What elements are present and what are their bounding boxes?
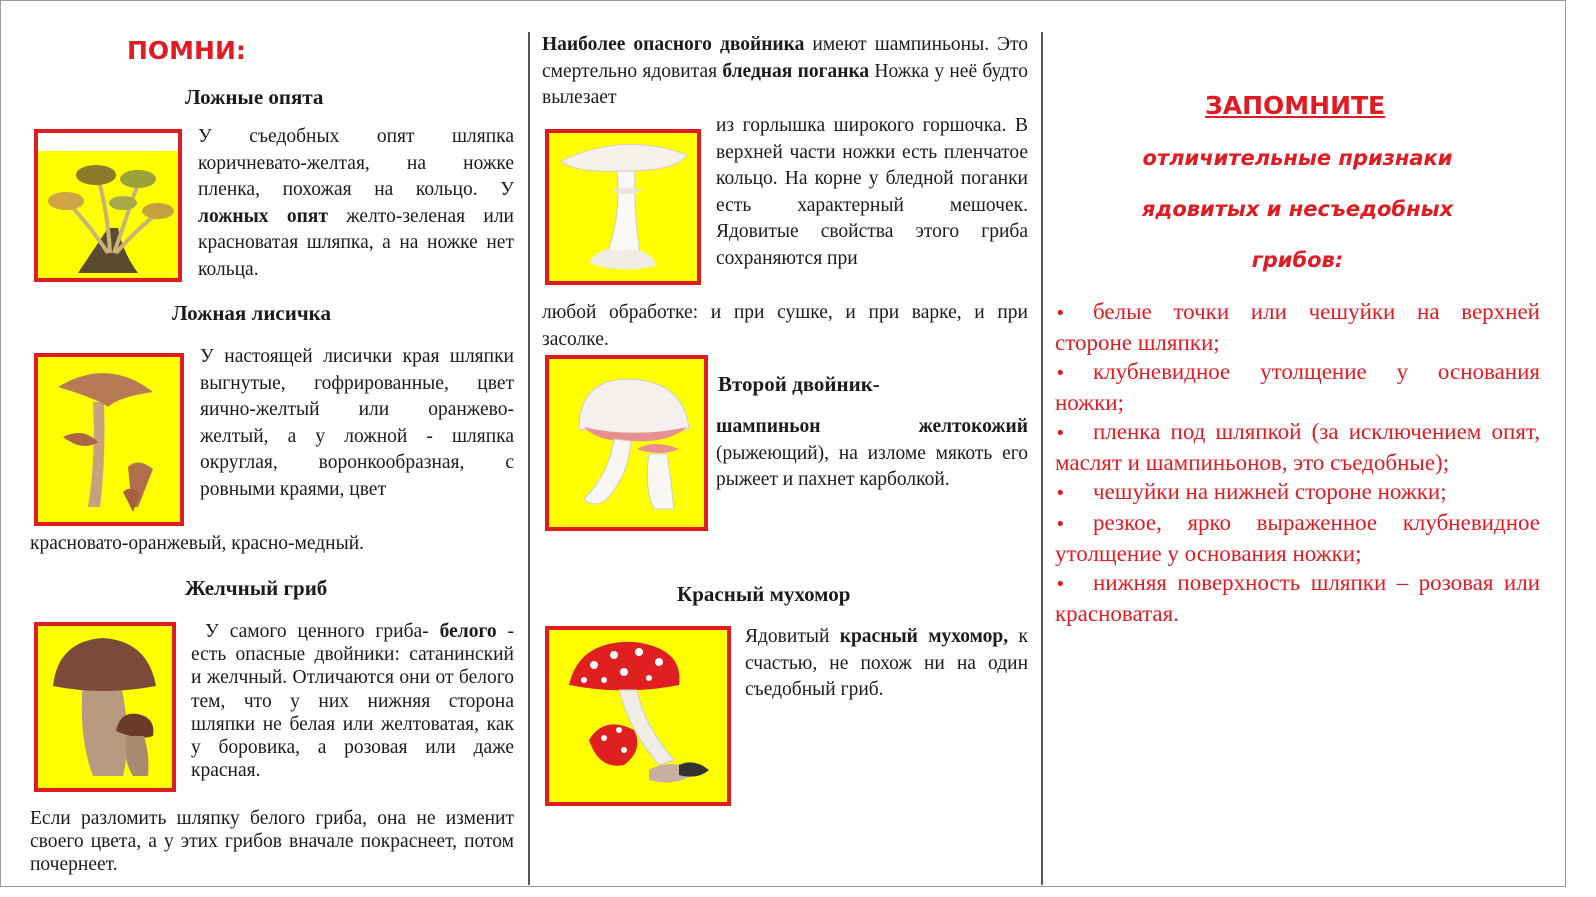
false-honey-fungus-illustration (38, 133, 178, 278)
death-cap-text-tail: любой обработке: и при сушке, и при варке, и при засолке. (542, 302, 1028, 350)
list-item: • нижняя поверхность шляпки – розовая или красноватая. (1055, 570, 1540, 626)
bullet-icon: • (1055, 363, 1066, 384)
column-divider-1 (528, 32, 530, 885)
death-cap-image (545, 129, 701, 285)
false-chanterelle-illustration (38, 357, 180, 522)
false-chanterelle-text: У настоящей лисички края шляпки выгнутые, гофрированные, цвет яично-желтый или оранжево-желтый, а у ложной - шляпка округлая, воронкообразная, с ровными краями, цвет (200, 346, 514, 500)
subtitle-line-3: грибов: (1251, 248, 1344, 272)
list-item: • белые точки или чешуйки на верхней стороне шляпки; (1055, 299, 1540, 355)
false-honey-fungus-image (34, 129, 182, 282)
bullet-icon: • (1055, 303, 1066, 324)
death-cap-text: из горлышка широкого горшочка. В верхней части ножки есть пленчатое кольцо. На корне у бледной поганки есть характерный мешочек. Ядовитые свойства этого гриба сохраняются при (716, 115, 1028, 269)
false-chanterelle-image (34, 353, 184, 526)
bitter-bolete-illustration (38, 626, 172, 788)
fly-agaric-illustration (549, 630, 727, 802)
page-title: ПОМНИ: (127, 36, 246, 65)
death-cap-intro: Наиболее опасного двойника имеют шампиньоны. Это смертельно ядовитая бледная поганка Ножка у неё будто вылезает (542, 34, 1029, 109)
list-item: • чешуйки на нижней стороне ножки; (1055, 477, 1540, 508)
heading-false-chanterelle: Ложная лисичка (172, 301, 331, 325)
bullet-icon: • (1055, 514, 1066, 535)
heading-second-double: Второй двойник- (718, 372, 880, 396)
list-item: • резкое, ярко выраженное клубневидное утолщение у основания ножки; (1055, 510, 1540, 566)
heading-bitter-bolete: Желчный гриб (185, 576, 328, 600)
false-chanterelle-text-tail: красновато-оранжевый, красно-медный. (30, 533, 365, 554)
fly-agaric-text: Ядовитый красный мухомор, к счастью, не похож ни на один съедобный гриб. (745, 626, 1028, 701)
false-honey-fungus-text: У съедобных опят шляпка коричневато-желтая, на ножке пленка, похожая на кольцо. У ложных опят желто-зеленая или красноватая шляпка, а на ножке нет кольца. (198, 126, 514, 280)
death-cap-illustration (549, 133, 697, 281)
bullet-icon: • (1055, 483, 1066, 504)
subtitle-line-1: отличительные признаки (1142, 146, 1453, 170)
bullet-icon: • (1055, 423, 1066, 444)
remember-title: ЗАПОМНИТЕ (1205, 91, 1386, 120)
poison-signs-list (1055, 297, 1540, 628)
bitter-bolete-text: У самого ценного гриба- белого - есть опасные двойники: сатанинский и желчный. Отличаются они от белого тем, что у них нижняя сторона шляпки не белая или желтоватая, как у боровика, а розовая или даже красная. (191, 621, 515, 782)
subtitle-line-2: ядовитых и несъедобных (1141, 197, 1454, 221)
list-item: • клубневидное утолщение у основания ножки; (1055, 359, 1540, 415)
fly-agaric-image (545, 626, 731, 806)
yellow-stainer-illustration (549, 359, 704, 527)
heading-fly-agaric: Красный мухомор (677, 582, 851, 606)
yellow-stainer-text: шампиньон желтокожий (рыжеющий), на изломе мякоть его рыжеет и пахнет карболкой. (716, 416, 1028, 491)
heading-false-honey-fungus: Ложные опята (185, 85, 324, 109)
yellow-stainer-image (545, 355, 708, 531)
bullet-icon: • (1055, 574, 1066, 595)
bitter-bolete-text-tail: Если разломить шляпку белого гриба, она не изменит своего цвета, а у этих грибов вначале покраснеет, потом почернеет. (30, 808, 514, 876)
column-divider-2 (1041, 32, 1043, 885)
bitter-bolete-image (34, 622, 176, 792)
list-item: • пленка под шляпкой (за исключением опят, маслят и шампиньонов, это съедобные); (1055, 419, 1540, 475)
